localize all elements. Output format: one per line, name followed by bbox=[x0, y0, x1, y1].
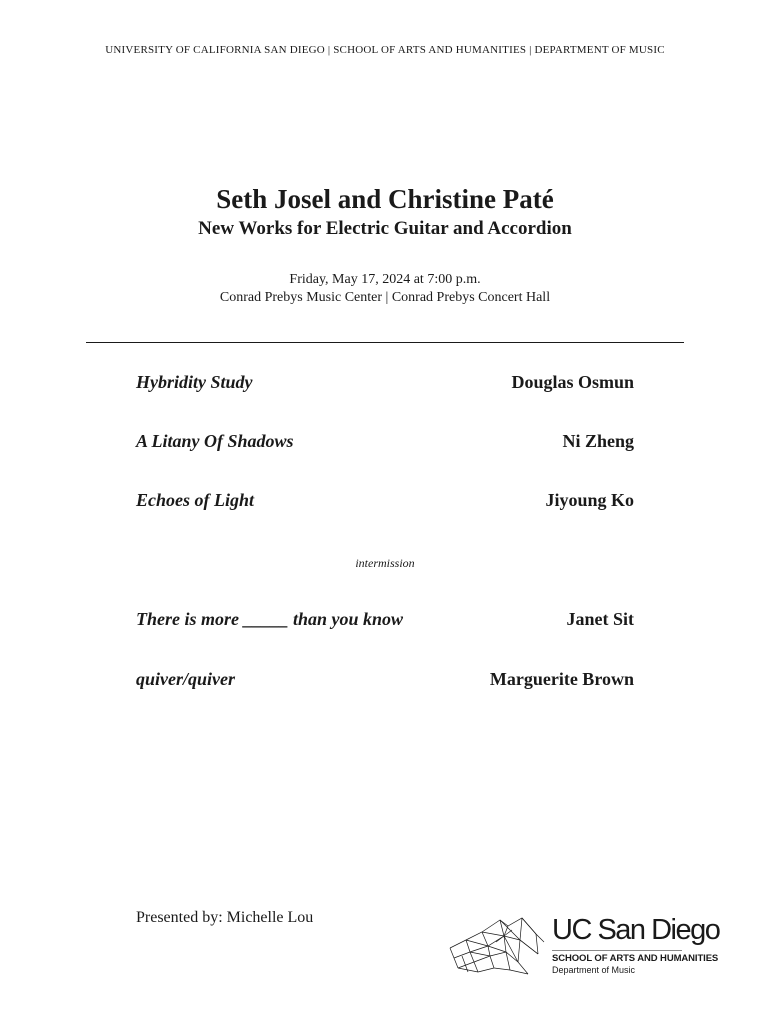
composer-name: Ni Zheng bbox=[562, 431, 634, 451]
piece-title: Echoes of Light bbox=[136, 490, 255, 510]
program-row bbox=[136, 490, 634, 514]
program-row bbox=[136, 609, 634, 633]
program-row bbox=[136, 669, 634, 693]
logo-wordmark: UC San Diego bbox=[552, 914, 720, 946]
concert-date-time: Friday, May 17, 2024 at 7:00 p.m. bbox=[289, 272, 481, 287]
concert-venue: Conrad Prebys Music Center | Conrad Prebys Concert Hall bbox=[219, 290, 551, 305]
program-row bbox=[136, 431, 634, 455]
piece-title: Hybridity Study bbox=[136, 372, 253, 392]
piece-title: There is more _____ than you know bbox=[136, 609, 404, 629]
concert-subtitle: New Works for Electric Guitar and Accordion bbox=[198, 218, 572, 239]
composer-name: Marguerite Brown bbox=[489, 669, 634, 689]
piece-title: A Litany Of Shadows bbox=[136, 431, 294, 451]
composer-name: Jiyoung Ko bbox=[545, 490, 634, 510]
composer-name: Janet Sit bbox=[566, 609, 634, 629]
section-divider bbox=[86, 342, 684, 343]
composer-name: Douglas Osmun bbox=[511, 372, 634, 392]
concert-title: Seth Josel and Christine Paté bbox=[216, 184, 554, 214]
ucsd-logo bbox=[448, 912, 738, 992]
logo-school-name: SCHOOL OF ARTS AND HUMANITIES bbox=[552, 953, 719, 964]
header-institution-line: UNIVERSITY OF CALIFORNIA SAN DIEGO | SCHOOL OF ARTS AND HUMANITIES | DEPARTMENT OF MUSIC bbox=[105, 44, 665, 56]
piece-title: quiver/quiver bbox=[136, 669, 235, 689]
logo-divider bbox=[552, 950, 682, 951]
logo-department-name: Department of Music bbox=[552, 965, 636, 975]
program-row bbox=[136, 372, 634, 396]
triangulated-bird-logo-icon bbox=[448, 912, 548, 978]
presented-by: Presented by: Michelle Lou bbox=[136, 909, 314, 926]
intermission-label: intermission bbox=[355, 556, 415, 570]
